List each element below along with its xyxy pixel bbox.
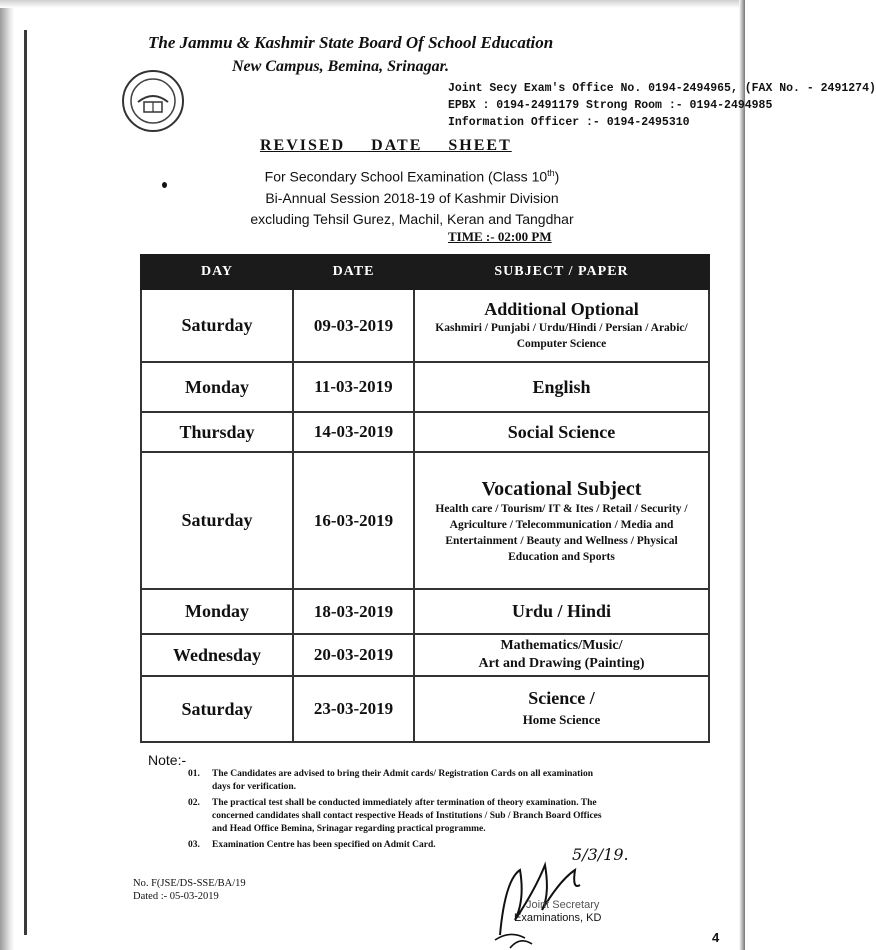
cell-subject bbox=[414, 412, 709, 452]
reference-block bbox=[133, 877, 246, 903]
header-date: DATE bbox=[293, 255, 414, 289]
cell-day: Monday bbox=[141, 589, 293, 634]
cell-day: Saturday bbox=[141, 676, 293, 742]
subject-detail: Art and Drawing (Painting) bbox=[478, 656, 645, 671]
date-sheet-table bbox=[140, 254, 710, 743]
cell-date: 16-03-2019 bbox=[293, 452, 414, 589]
contact-line: Joint Secy Exam's Office No. 0194-2494965, (FAX No. - 2491274) bbox=[448, 82, 876, 95]
scan-binding-line bbox=[24, 30, 27, 935]
cell-day: Monday bbox=[141, 362, 293, 412]
subject-name: Additional Optional bbox=[484, 299, 639, 319]
exam-time: TIME :- 02:00 PM bbox=[448, 229, 552, 244]
table-row bbox=[141, 412, 709, 452]
table-row bbox=[141, 289, 709, 362]
scan-shadow-top bbox=[0, 0, 745, 8]
cell-date: 14-03-2019 bbox=[293, 412, 414, 452]
subject-name: Urdu / Hindi bbox=[511, 601, 612, 621]
exam-line-2: Bi-Annual Session 2018-19 of Kashmir Division bbox=[265, 189, 559, 206]
signatory-line-2: Examinations, KD bbox=[514, 912, 602, 924]
note-label: Note:- bbox=[148, 752, 187, 768]
contact-line: EPBX : 0194-2491179 Strong Room :- 0194-2494985 bbox=[448, 99, 773, 112]
cell-day: Saturday bbox=[141, 452, 293, 589]
cell-date: 23-03-2019 bbox=[293, 676, 414, 742]
cell-subject bbox=[414, 634, 709, 676]
table-row bbox=[141, 589, 709, 634]
note-item bbox=[188, 768, 608, 794]
handwritten-signature bbox=[480, 840, 640, 950]
table-row bbox=[141, 676, 709, 742]
page-number: 4 bbox=[712, 930, 720, 945]
note-number: 02. bbox=[188, 798, 200, 808]
signatory-line-1: Joint Secretary bbox=[526, 899, 600, 911]
cell-subject bbox=[414, 676, 709, 742]
scan-shadow-left bbox=[0, 0, 14, 950]
table-row bbox=[141, 634, 709, 676]
cell-date: 18-03-2019 bbox=[293, 589, 414, 634]
note-number: 01. bbox=[188, 769, 200, 779]
cell-subject bbox=[414, 452, 709, 589]
header-subject: SUBJECT / PAPER bbox=[414, 255, 709, 289]
cell-subject bbox=[414, 589, 709, 634]
subject-name: English bbox=[532, 376, 591, 397]
subject-name: Mathematics/Music/ bbox=[500, 638, 623, 653]
note-item bbox=[188, 797, 608, 836]
bullet-mark bbox=[162, 182, 167, 188]
cell-day: Wednesday bbox=[141, 634, 293, 676]
subject-name: Vocational Subject bbox=[481, 477, 642, 500]
signatory-title bbox=[514, 899, 601, 925]
cell-date: 20-03-2019 bbox=[293, 634, 414, 676]
exam-line-1: For Secondary School Examination (Class 10th) bbox=[264, 168, 560, 185]
table-row bbox=[141, 452, 709, 589]
subject-detail: Health care / Tourism/ IT & Ites / Retail / Security / Agriculture / Telecommunication / Media and Entertainment / Beauty and Wellness / Physical Education and Sports bbox=[435, 502, 688, 563]
contact-block bbox=[448, 80, 876, 131]
note-text: The practical test shall be conducted immediately after termination of theory examination. The concerned candidates shall contact respective Heads of Institutions / Sub / Branch Board Offices and Head Office Bemina, Srinagar regarding practical programme. bbox=[212, 798, 602, 834]
board-title: The Jammu & Kashmir State Board Of School Education bbox=[148, 33, 554, 52]
cell-subject bbox=[414, 362, 709, 412]
subject-detail: Kashmiri / Punjabi / Urdu/Hindi / Persian / Arabic/ Computer Science bbox=[435, 322, 688, 350]
subject-name: Social Science bbox=[507, 421, 616, 442]
board-address: New Campus, Bemina, Srinagar. bbox=[232, 58, 449, 75]
note-number: 03. bbox=[188, 840, 200, 850]
document-heading: REVISED DATE SHEET bbox=[260, 137, 512, 154]
exam-description bbox=[232, 163, 592, 230]
board-logo-icon bbox=[122, 70, 184, 132]
table-header-row bbox=[141, 255, 709, 289]
cell-subject bbox=[414, 289, 709, 362]
signature-date: 5/3/19. bbox=[572, 845, 629, 864]
scan-shadow-right bbox=[739, 0, 745, 950]
subject-detail: Home Science bbox=[522, 712, 601, 727]
exam-line-3: excluding Tehsil Gurez, Machil, Keran and Tangdhar bbox=[250, 210, 574, 227]
reference-number: No. F(JSE/DS-SSE/BA/19 bbox=[133, 878, 246, 889]
cell-day: Thursday bbox=[141, 412, 293, 452]
note-text: Examination Centre has been specified on Admit Card. bbox=[212, 840, 436, 850]
table-row bbox=[141, 362, 709, 412]
header-day: DAY bbox=[141, 255, 293, 289]
cell-date: 09-03-2019 bbox=[293, 289, 414, 362]
cell-date: 11-03-2019 bbox=[293, 362, 414, 412]
note-text: The Candidates are advised to bring their Admit cards/ Registration Cards on all examination days for verification. bbox=[212, 769, 593, 792]
contact-line: Information Officer :- 0194-2495310 bbox=[448, 116, 690, 129]
reference-date: Dated :- 05-03-2019 bbox=[133, 891, 219, 902]
subject-name: Science / bbox=[528, 688, 595, 708]
cell-day: Saturday bbox=[141, 289, 293, 362]
